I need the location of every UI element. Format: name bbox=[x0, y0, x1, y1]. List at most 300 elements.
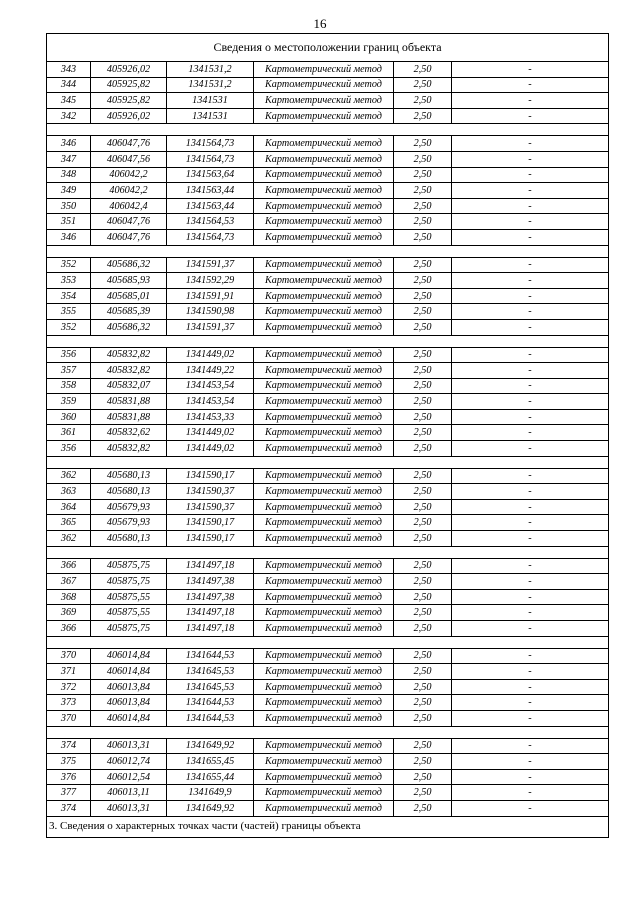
description-cell: - bbox=[452, 754, 609, 770]
table-row bbox=[47, 77, 609, 93]
coord-y-cell: 1341645,53 bbox=[167, 679, 254, 695]
coord-y-cell: 1341449,02 bbox=[167, 425, 254, 441]
table-row bbox=[47, 214, 609, 230]
coord-y-cell: 1341449,02 bbox=[167, 441, 254, 457]
table-row bbox=[47, 425, 609, 441]
method-cell: Картометрический метод bbox=[254, 468, 394, 484]
point-number-cell: 344 bbox=[47, 77, 91, 93]
group-separator-row bbox=[47, 335, 609, 347]
method-cell: Картометрический метод bbox=[254, 648, 394, 664]
coord-x-cell: 405832,82 bbox=[91, 347, 167, 363]
accuracy-cell: 2,50 bbox=[394, 710, 452, 726]
coord-y-cell: 1341592,29 bbox=[167, 273, 254, 289]
method-cell: Картометрический метод bbox=[254, 288, 394, 304]
coord-y-cell: 1341590,17 bbox=[167, 531, 254, 547]
accuracy-cell: 2,50 bbox=[394, 108, 452, 124]
coord-x-cell: 405685,93 bbox=[91, 273, 167, 289]
point-number-cell: 356 bbox=[47, 347, 91, 363]
point-number-cell: 376 bbox=[47, 769, 91, 785]
method-cell: Картометрический метод bbox=[254, 347, 394, 363]
description-cell: - bbox=[452, 363, 609, 379]
method-cell: Картометрический метод bbox=[254, 378, 394, 394]
separator-cell bbox=[47, 245, 609, 257]
point-number-cell: 360 bbox=[47, 409, 91, 425]
description-cell: - bbox=[452, 183, 609, 199]
description-cell: - bbox=[452, 664, 609, 680]
description-cell: - bbox=[452, 151, 609, 167]
point-number-cell: 372 bbox=[47, 679, 91, 695]
coord-y-cell: 1341497,38 bbox=[167, 574, 254, 590]
description-cell: - bbox=[452, 738, 609, 754]
accuracy-cell: 2,50 bbox=[394, 378, 452, 394]
table-row bbox=[47, 515, 609, 531]
coord-y-cell: 1341644,53 bbox=[167, 695, 254, 711]
group-separator-row bbox=[47, 245, 609, 257]
accuracy-cell: 2,50 bbox=[394, 273, 452, 289]
coord-y-cell: 1341453,33 bbox=[167, 409, 254, 425]
description-cell: - bbox=[452, 484, 609, 500]
coord-y-cell: 1341591,91 bbox=[167, 288, 254, 304]
table-row bbox=[47, 378, 609, 394]
coord-y-cell: 1341644,53 bbox=[167, 648, 254, 664]
point-number-cell: 366 bbox=[47, 558, 91, 574]
method-cell: Картометрический метод bbox=[254, 108, 394, 124]
table-row bbox=[47, 136, 609, 152]
coord-x-cell: 405832,82 bbox=[91, 363, 167, 379]
separator-cell bbox=[47, 335, 609, 347]
coord-y-cell: 1341591,37 bbox=[167, 257, 254, 273]
coord-x-cell: 406012,74 bbox=[91, 754, 167, 770]
accuracy-cell: 2,50 bbox=[394, 484, 452, 500]
coord-x-cell: 405926,02 bbox=[91, 62, 167, 78]
method-cell: Картометрический метод bbox=[254, 136, 394, 152]
method-cell: Картометрический метод bbox=[254, 679, 394, 695]
description-cell: - bbox=[452, 108, 609, 124]
table-row bbox=[47, 710, 609, 726]
description-cell: - bbox=[452, 531, 609, 547]
coord-x-cell: 406013,31 bbox=[91, 738, 167, 754]
table-row bbox=[47, 198, 609, 214]
description-cell: - bbox=[452, 273, 609, 289]
coord-y-cell: 1341453,54 bbox=[167, 378, 254, 394]
table-row bbox=[47, 769, 609, 785]
accuracy-cell: 2,50 bbox=[394, 769, 452, 785]
method-cell: Картометрический метод bbox=[254, 319, 394, 335]
description-cell: - bbox=[452, 167, 609, 183]
point-number-cell: 342 bbox=[47, 108, 91, 124]
coord-x-cell: 406047,56 bbox=[91, 151, 167, 167]
accuracy-cell: 2,50 bbox=[394, 319, 452, 335]
point-number-cell: 375 bbox=[47, 754, 91, 770]
group-separator-row bbox=[47, 456, 609, 468]
accuracy-cell: 2,50 bbox=[394, 288, 452, 304]
table-row bbox=[47, 738, 609, 754]
method-cell: Картометрический метод bbox=[254, 394, 394, 410]
description-cell: - bbox=[452, 394, 609, 410]
point-number-cell: 373 bbox=[47, 695, 91, 711]
coord-x-cell: 405875,55 bbox=[91, 589, 167, 605]
coord-y-cell: 1341531 bbox=[167, 93, 254, 109]
accuracy-cell: 2,50 bbox=[394, 304, 452, 320]
method-cell: Картометрический метод bbox=[254, 605, 394, 621]
accuracy-cell: 2,50 bbox=[394, 77, 452, 93]
accuracy-cell: 2,50 bbox=[394, 754, 452, 770]
accuracy-cell: 2,50 bbox=[394, 167, 452, 183]
table-row bbox=[47, 621, 609, 637]
coord-y-cell: 1341590,17 bbox=[167, 468, 254, 484]
accuracy-cell: 2,50 bbox=[394, 785, 452, 801]
group-separator-row bbox=[47, 124, 609, 136]
coord-y-cell: 1341563,44 bbox=[167, 183, 254, 199]
method-cell: Картометрический метод bbox=[254, 621, 394, 637]
separator-cell bbox=[47, 636, 609, 648]
table-row bbox=[47, 288, 609, 304]
point-number-cell: 366 bbox=[47, 621, 91, 637]
description-cell: - bbox=[452, 214, 609, 230]
point-number-cell: 369 bbox=[47, 605, 91, 621]
description-cell: - bbox=[452, 621, 609, 637]
method-cell: Картометрический метод bbox=[254, 558, 394, 574]
accuracy-cell: 2,50 bbox=[394, 214, 452, 230]
method-cell: Картометрический метод bbox=[254, 363, 394, 379]
table-row bbox=[47, 648, 609, 664]
coord-y-cell: 1341655,44 bbox=[167, 769, 254, 785]
table-row bbox=[47, 785, 609, 801]
method-cell: Картометрический метод bbox=[254, 198, 394, 214]
coord-x-cell: 405680,13 bbox=[91, 484, 167, 500]
table-row bbox=[47, 151, 609, 167]
point-number-cell: 346 bbox=[47, 229, 91, 245]
description-cell: - bbox=[452, 800, 609, 816]
method-cell: Картометрический метод bbox=[254, 167, 394, 183]
separator-cell bbox=[47, 124, 609, 136]
coord-y-cell: 1341591,37 bbox=[167, 319, 254, 335]
table-row bbox=[47, 695, 609, 711]
point-number-cell: 348 bbox=[47, 167, 91, 183]
coord-y-cell: 1341590,37 bbox=[167, 484, 254, 500]
table-row bbox=[47, 664, 609, 680]
table-row bbox=[47, 679, 609, 695]
table-row bbox=[47, 183, 609, 199]
description-cell: - bbox=[452, 499, 609, 515]
accuracy-cell: 2,50 bbox=[394, 499, 452, 515]
accuracy-cell: 2,50 bbox=[394, 695, 452, 711]
accuracy-cell: 2,50 bbox=[394, 136, 452, 152]
coord-y-cell: 1341497,18 bbox=[167, 558, 254, 574]
table-row bbox=[47, 468, 609, 484]
method-cell: Картометрический метод bbox=[254, 738, 394, 754]
section-heading-row bbox=[47, 816, 609, 837]
description-cell: - bbox=[452, 229, 609, 245]
table-row bbox=[47, 93, 609, 109]
table-row bbox=[47, 304, 609, 320]
method-cell: Картометрический метод bbox=[254, 273, 394, 289]
point-number-cell: 346 bbox=[47, 136, 91, 152]
method-cell: Картометрический метод bbox=[254, 409, 394, 425]
coord-y-cell: 1341649,92 bbox=[167, 738, 254, 754]
description-cell: - bbox=[452, 347, 609, 363]
coord-x-cell: 405832,07 bbox=[91, 378, 167, 394]
coord-x-cell: 405679,93 bbox=[91, 499, 167, 515]
coord-x-cell: 406042,4 bbox=[91, 198, 167, 214]
table-row bbox=[47, 605, 609, 621]
accuracy-cell: 2,50 bbox=[394, 738, 452, 754]
coord-x-cell: 405875,75 bbox=[91, 558, 167, 574]
point-number-cell: 370 bbox=[47, 648, 91, 664]
description-cell: - bbox=[452, 93, 609, 109]
separator-cell bbox=[47, 546, 609, 558]
table-row bbox=[47, 800, 609, 816]
table-row bbox=[47, 62, 609, 78]
coord-y-cell: 1341497,18 bbox=[167, 605, 254, 621]
coord-x-cell: 405875,55 bbox=[91, 605, 167, 621]
method-cell: Картометрический метод bbox=[254, 257, 394, 273]
separator-cell bbox=[47, 726, 609, 738]
point-number-cell: 343 bbox=[47, 62, 91, 78]
table-row bbox=[47, 229, 609, 245]
method-cell: Картометрический метод bbox=[254, 664, 394, 680]
description-cell: - bbox=[452, 785, 609, 801]
point-number-cell: 361 bbox=[47, 425, 91, 441]
point-number-cell: 377 bbox=[47, 785, 91, 801]
accuracy-cell: 2,50 bbox=[394, 93, 452, 109]
coord-y-cell: 1341655,45 bbox=[167, 754, 254, 770]
coord-x-cell: 406014,84 bbox=[91, 710, 167, 726]
method-cell: Картометрический метод bbox=[254, 425, 394, 441]
table-row bbox=[47, 558, 609, 574]
description-cell: - bbox=[452, 425, 609, 441]
method-cell: Картометрический метод bbox=[254, 229, 394, 245]
description-cell: - bbox=[452, 468, 609, 484]
coord-x-cell: 406013,31 bbox=[91, 800, 167, 816]
point-number-cell: 352 bbox=[47, 257, 91, 273]
coord-x-cell: 405925,82 bbox=[91, 77, 167, 93]
method-cell: Картометрический метод bbox=[254, 574, 394, 590]
point-number-cell: 365 bbox=[47, 515, 91, 531]
coord-y-cell: 1341564,73 bbox=[167, 136, 254, 152]
point-number-cell: 349 bbox=[47, 183, 91, 199]
point-number-cell: 351 bbox=[47, 214, 91, 230]
accuracy-cell: 2,50 bbox=[394, 151, 452, 167]
table-row bbox=[47, 319, 609, 335]
point-number-cell: 363 bbox=[47, 484, 91, 500]
method-cell: Картометрический метод bbox=[254, 484, 394, 500]
method-cell: Картометрический метод bbox=[254, 77, 394, 93]
coord-x-cell: 405875,75 bbox=[91, 574, 167, 590]
accuracy-cell: 2,50 bbox=[394, 363, 452, 379]
description-cell: - bbox=[452, 77, 609, 93]
coord-x-cell: 406047,76 bbox=[91, 136, 167, 152]
point-number-cell: 364 bbox=[47, 499, 91, 515]
boundary-coordinates-table bbox=[46, 33, 609, 838]
description-cell: - bbox=[452, 288, 609, 304]
point-number-cell: 362 bbox=[47, 468, 91, 484]
description-cell: - bbox=[452, 441, 609, 457]
accuracy-cell: 2,50 bbox=[394, 425, 452, 441]
table-row bbox=[47, 441, 609, 457]
accuracy-cell: 2,50 bbox=[394, 347, 452, 363]
coord-x-cell: 406013,84 bbox=[91, 695, 167, 711]
point-number-cell: 358 bbox=[47, 378, 91, 394]
method-cell: Картометрический метод bbox=[254, 499, 394, 515]
coord-y-cell: 1341449,22 bbox=[167, 363, 254, 379]
table-title-row bbox=[47, 34, 609, 62]
method-cell: Картометрический метод bbox=[254, 769, 394, 785]
table-row bbox=[47, 409, 609, 425]
method-cell: Картометрический метод bbox=[254, 93, 394, 109]
coord-x-cell: 406047,76 bbox=[91, 229, 167, 245]
accuracy-cell: 2,50 bbox=[394, 468, 452, 484]
description-cell: - bbox=[452, 257, 609, 273]
method-cell: Картометрический метод bbox=[254, 183, 394, 199]
coord-x-cell: 405686,32 bbox=[91, 257, 167, 273]
table-row bbox=[47, 589, 609, 605]
coord-y-cell: 1341531,2 bbox=[167, 62, 254, 78]
accuracy-cell: 2,50 bbox=[394, 589, 452, 605]
accuracy-cell: 2,50 bbox=[394, 409, 452, 425]
description-cell: - bbox=[452, 62, 609, 78]
point-number-cell: 352 bbox=[47, 319, 91, 335]
description-cell: - bbox=[452, 589, 609, 605]
method-cell: Картометрический метод bbox=[254, 754, 394, 770]
coord-x-cell: 405832,82 bbox=[91, 441, 167, 457]
point-number-cell: 354 bbox=[47, 288, 91, 304]
point-number-cell: 345 bbox=[47, 93, 91, 109]
description-cell: - bbox=[452, 515, 609, 531]
coord-y-cell: 1341564,53 bbox=[167, 214, 254, 230]
point-number-cell: 367 bbox=[47, 574, 91, 590]
table-row bbox=[47, 574, 609, 590]
accuracy-cell: 2,50 bbox=[394, 394, 452, 410]
coord-y-cell: 1341645,53 bbox=[167, 664, 254, 680]
coord-y-cell: 1341590,17 bbox=[167, 515, 254, 531]
point-number-cell: 362 bbox=[47, 531, 91, 547]
table-row bbox=[47, 108, 609, 124]
coord-x-cell: 405831,88 bbox=[91, 409, 167, 425]
group-separator-row bbox=[47, 546, 609, 558]
point-number-cell: 374 bbox=[47, 738, 91, 754]
description-cell: - bbox=[452, 558, 609, 574]
coord-y-cell: 1341531 bbox=[167, 108, 254, 124]
coord-y-cell: 1341497,18 bbox=[167, 621, 254, 637]
coord-x-cell: 405831,88 bbox=[91, 394, 167, 410]
method-cell: Картометрический метод bbox=[254, 515, 394, 531]
accuracy-cell: 2,50 bbox=[394, 257, 452, 273]
method-cell: Картометрический метод bbox=[254, 304, 394, 320]
coord-y-cell: 1341590,98 bbox=[167, 304, 254, 320]
method-cell: Картометрический метод bbox=[254, 62, 394, 78]
description-cell: - bbox=[452, 769, 609, 785]
point-number-cell: 374 bbox=[47, 800, 91, 816]
coord-y-cell: 1341563,64 bbox=[167, 167, 254, 183]
point-number-cell: 350 bbox=[47, 198, 91, 214]
accuracy-cell: 2,50 bbox=[394, 531, 452, 547]
point-number-cell: 353 bbox=[47, 273, 91, 289]
table-row bbox=[47, 167, 609, 183]
point-number-cell: 370 bbox=[47, 710, 91, 726]
coord-y-cell: 1341563,44 bbox=[167, 198, 254, 214]
coord-y-cell: 1341453,54 bbox=[167, 394, 254, 410]
coord-x-cell: 406042,2 bbox=[91, 183, 167, 199]
method-cell: Картометрический метод bbox=[254, 785, 394, 801]
coord-x-cell: 405925,82 bbox=[91, 93, 167, 109]
coord-x-cell: 405685,01 bbox=[91, 288, 167, 304]
accuracy-cell: 2,50 bbox=[394, 605, 452, 621]
table-row bbox=[47, 499, 609, 515]
table-row bbox=[47, 531, 609, 547]
table-row bbox=[47, 347, 609, 363]
coord-y-cell: 1341564,73 bbox=[167, 151, 254, 167]
group-separator-row bbox=[47, 636, 609, 648]
method-cell: Картометрический метод bbox=[254, 589, 394, 605]
description-cell: - bbox=[452, 304, 609, 320]
coord-x-cell: 406014,84 bbox=[91, 648, 167, 664]
method-cell: Картометрический метод bbox=[254, 151, 394, 167]
point-number-cell: 355 bbox=[47, 304, 91, 320]
method-cell: Картометрический метод bbox=[254, 531, 394, 547]
accuracy-cell: 2,50 bbox=[394, 574, 452, 590]
coord-x-cell: 406013,84 bbox=[91, 679, 167, 695]
coord-x-cell: 405832,62 bbox=[91, 425, 167, 441]
description-cell: - bbox=[452, 648, 609, 664]
group-separator-row bbox=[47, 726, 609, 738]
coord-x-cell: 406042,2 bbox=[91, 167, 167, 183]
method-cell: Картометрический метод bbox=[254, 441, 394, 457]
table-row bbox=[47, 363, 609, 379]
coord-x-cell: 406014,84 bbox=[91, 664, 167, 680]
coord-y-cell: 1341497,38 bbox=[167, 589, 254, 605]
table-row bbox=[47, 754, 609, 770]
accuracy-cell: 2,50 bbox=[394, 679, 452, 695]
accuracy-cell: 2,50 bbox=[394, 229, 452, 245]
coord-y-cell: 1341649,92 bbox=[167, 800, 254, 816]
point-number-cell: 347 bbox=[47, 151, 91, 167]
accuracy-cell: 2,50 bbox=[394, 183, 452, 199]
point-number-cell: 371 bbox=[47, 664, 91, 680]
coord-x-cell: 405680,13 bbox=[91, 531, 167, 547]
accuracy-cell: 2,50 bbox=[394, 621, 452, 637]
coord-y-cell: 1341649,9 bbox=[167, 785, 254, 801]
coord-y-cell: 1341644,53 bbox=[167, 710, 254, 726]
method-cell: Картометрический метод bbox=[254, 214, 394, 230]
description-cell: - bbox=[452, 319, 609, 335]
point-number-cell: 357 bbox=[47, 363, 91, 379]
description-cell: - bbox=[452, 605, 609, 621]
coord-y-cell: 1341531,2 bbox=[167, 77, 254, 93]
table-title: Сведения о местоположении границ объекта bbox=[47, 34, 609, 62]
coord-y-cell: 1341449,02 bbox=[167, 347, 254, 363]
accuracy-cell: 2,50 bbox=[394, 62, 452, 78]
coord-x-cell: 405686,32 bbox=[91, 319, 167, 335]
description-cell: - bbox=[452, 679, 609, 695]
table-row bbox=[47, 394, 609, 410]
point-number-cell: 368 bbox=[47, 589, 91, 605]
method-cell: Картометрический метод bbox=[254, 695, 394, 711]
description-cell: - bbox=[452, 198, 609, 214]
coord-x-cell: 405685,39 bbox=[91, 304, 167, 320]
accuracy-cell: 2,50 bbox=[394, 664, 452, 680]
method-cell: Картометрический метод bbox=[254, 710, 394, 726]
description-cell: - bbox=[452, 378, 609, 394]
page-number: 16 bbox=[313, 16, 327, 31]
point-number-cell: 359 bbox=[47, 394, 91, 410]
accuracy-cell: 2,50 bbox=[394, 648, 452, 664]
table-row bbox=[47, 257, 609, 273]
coord-x-cell: 405679,93 bbox=[91, 515, 167, 531]
description-cell: - bbox=[452, 409, 609, 425]
separator-cell bbox=[47, 456, 609, 468]
description-cell: - bbox=[452, 695, 609, 711]
